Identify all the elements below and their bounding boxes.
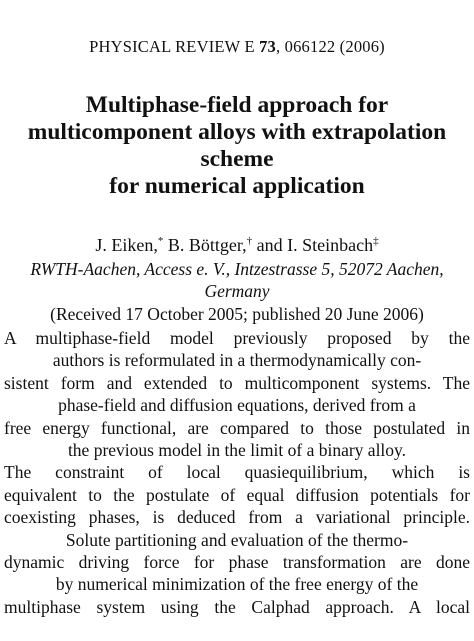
author-footnote-mark: * [157,235,164,247]
journal-header [0,37,474,57]
journal-citation: , 066122 (2006) [276,37,385,56]
abstract-line: free energy functional, are compared to those postulated in [4,417,470,438]
title-line: for numerical application [109,173,365,199]
received-dates: (Received 17 October 2005; published 20 June 2006) [50,304,424,324]
abstract-line: sistent form and extended to multicomponent systems. The [4,372,470,393]
author-name: J. Eiken, [95,235,158,255]
abstract-line: phase-field and diffusion equations, derived from a [58,395,416,416]
journal-name: PHYSICAL REVIEW E [89,37,260,56]
affiliation-line: Germany [204,281,270,301]
abstract-line: by numerical minimization of the free energy of the [55,574,419,595]
abstract-line: multiphase system using the Calphad approach. A local [4,596,470,617]
author-name: and I. Steinbach [252,235,374,255]
journal-volume: 73 [259,37,276,56]
abstract-line: the previous model in the limit of a binary alloy. [67,439,407,460]
abstract-line: coexisting phases, is deduced from a variational principle. [4,507,470,528]
author-footnote-mark: ‡ [373,235,379,247]
abstract-line: The constraint of local quasiequilibrium, which is [4,462,470,483]
affiliation-line: RWTH-Aachen, Access e. V., Intzestrasse 5, 52072 Aachen, [30,259,444,279]
title-line: Multiphase-field approach for [85,92,389,118]
paper-title [0,92,474,200]
title-line: multicomponent alloys with extrapolation [27,119,447,145]
abstract-line: dynamic driving force for phase transformation are done [4,551,470,572]
abstract-line: A multiphase-field model previously proposed by the [4,328,470,348]
abstract-line: equivalent to the postulate of equal diffusion potentials for [4,484,470,505]
abstract [4,327,470,618]
abstract-line: Solute partitioning and evaluation of the thermo- [65,529,409,550]
affiliation [0,258,474,302]
author-footnote-mark: † [246,235,253,247]
author-name: B. Böttger, [163,235,247,255]
abstract-line: authors is reformulated in a thermodynamically con- [52,350,422,371]
author-list [0,235,474,256]
title-line: scheme [200,146,274,172]
